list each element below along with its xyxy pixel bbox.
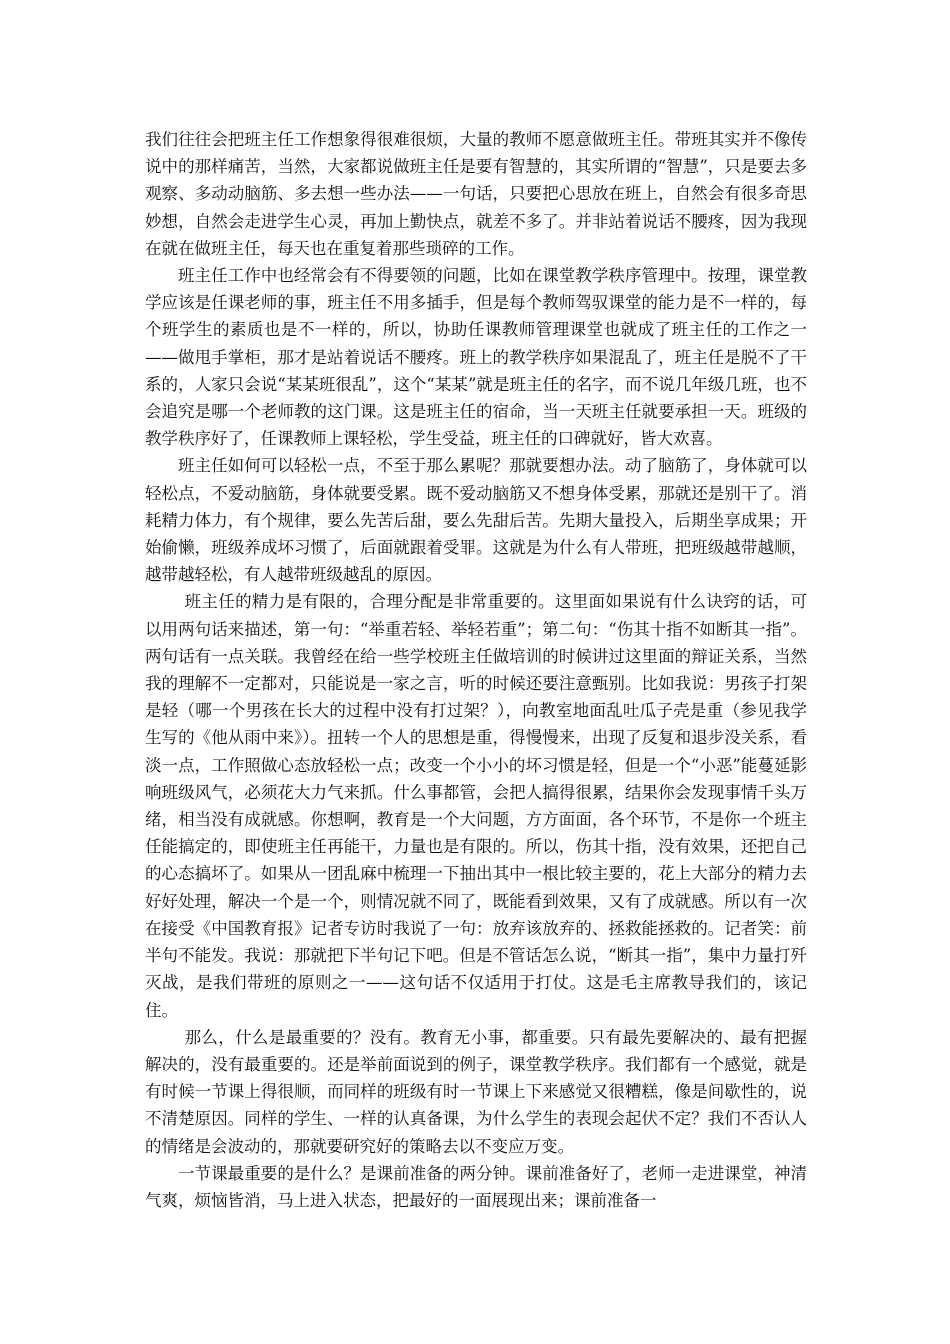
paragraph-2: 班主任工作中也经常会有不得要领的问题，比如在课堂教学秩序管理中。按理，课堂教学应该是任课老师的事，班主任不用多插手，但是每个教师驾驭课堂的能力是不一样的，每个班学生的素质也是不一样的，所以，协助任课教师管理课堂也就成了班主任的工作之一——做甩手掌柜，那才是站着说话不腰疼。班上的教学秩序如果混乱了，班主任是脱不了干系的，人家只会说“某某班很乱”，这个“某某”就是班主任的名字，而不说几年级几班，也不会追究是哪一个老师教的这门课。这是班主任的宿命，当一天班主任就要承担一天。班级的教学秩序好了，任课教师上课轻松，学生受益，班主任的口碑就好，皆大欢喜。 <box>145 266 807 449</box>
paragraph-3: 班主任如何可以轻松一点，不至于那么累呢？那就要想办法。动了脑筋了，身体就可以轻松点，不爱动脑筋，身体就要受累。既不爱动脑筋又不想身体受累，那就还是别干了。消耗精力体力，有个规律，要么先苦后甜，要么先甜后苦。先期大量投入，后期坐享成果；开始偷懒，班级养成坏习惯了，后面就跟着受罪。这就是为什么有人带班，把班级越带越顺，越带越轻松，有人越带班级越乱的原因。 <box>145 456 807 585</box>
paragraph-5: 那么，什么是最重要的？没有。教育无小事，都重要。只有最先要解决的、最有把握解决的，没有最重要的。还是举前面说到的例子，课堂教学秩序。我们都有一个感觉，就是有时候一节课上得很顺，而同样的班级有时一节课上下来感觉又很糟糕，像是间歇性的，说不清楚原因。同样的学生、一样的认真备课，为什么学生的表现会起伏不定？我们不否认人的情绪是会波动的，那就要研究好的策略去以不变应万变。 <box>145 1027 807 1156</box>
paragraph-6: 一节课最重要的是什么？是课前准备的两分钟。课前准备好了，老师一走进课堂，神清气爽，烦恼皆消，马上进入状态，把最好的一面展现出来；课前准备一 <box>145 1163 807 1210</box>
paragraph-4: 班主任的精力是有限的，合理分配是非常重要的。这里面如果说有什么诀窍的话，可以用两句话来描述，第一句：“举重若轻、举轻若重”；第二句：“伤其十指不如断其一指”。两句话有一点关联。我曾经在给一些学校班主任做培训的时候讲过这里面的辩证关系，当然我的理解不一定都对，只能说是一家之言，听的时候还要注意甄别。比如我说：男孩子打架是轻（哪一个男孩在长大的过程中没有打过架？），向教室地面乱吐瓜子壳是重（参见我学生写的《他从雨中来》）。扭转一个人的思想是重，得慢慢来，出现了反复和退步没关系，看淡一点，工作照做心态放轻松一点；改变一个小小的坏习惯是轻，但是一个“小恶”能蔓延影响班级风气，必须花大力气来抓。什么事都管，会把人搞得很累，结果你会发现事情千头万绪，相当没有成就感。你想啊，教育是一个大问题，方方面面，各个环节，不是你一个班主任能搞定的，即使班主任再能干，力量也是有限的。所以，伤其十指，没有效果，还把自己的心态搞坏了。如果从一团乱麻中梳理一下抽出其中一根比较主要的，花上大部分的精力去好好处理，解决一个是一个，则情况就不同了，既能看到效果，又有了成就感。所以有一次在接受《中国教育报》记者专访时我说了一句：放弃该放弃的、拯救能拯救的。记者笑：前半句不能发。我说：那就把下半句记下吧。但是不管话怎么说，“断其一指”，集中力量打歼灭战，是我们带班的原则之一——这句话不仅适用于打仗。这是毛主席教导我们的，该记住。 <box>145 592 807 1020</box>
document-body <box>145 126 807 1214</box>
paragraph-1: 我们往往会把班主任工作想象得很难很烦，大量的教师不愿意做班主任。带班其实并不像传说中的那样痛苦，当然，大家都说做班主任是要有智慧的，其实所谓的“智慧”，只是要去多观察、多动动脑筋、多去想一些办法——一句话，只要把心思放在班上，自然会有很多奇思妙想，自然会走进学生心灵，再加上勤快点，就差不多了。并非站着说话不腰疼，因为我现在就在做班主任，每天也在重复着那些琐碎的工作。 <box>145 130 807 258</box>
